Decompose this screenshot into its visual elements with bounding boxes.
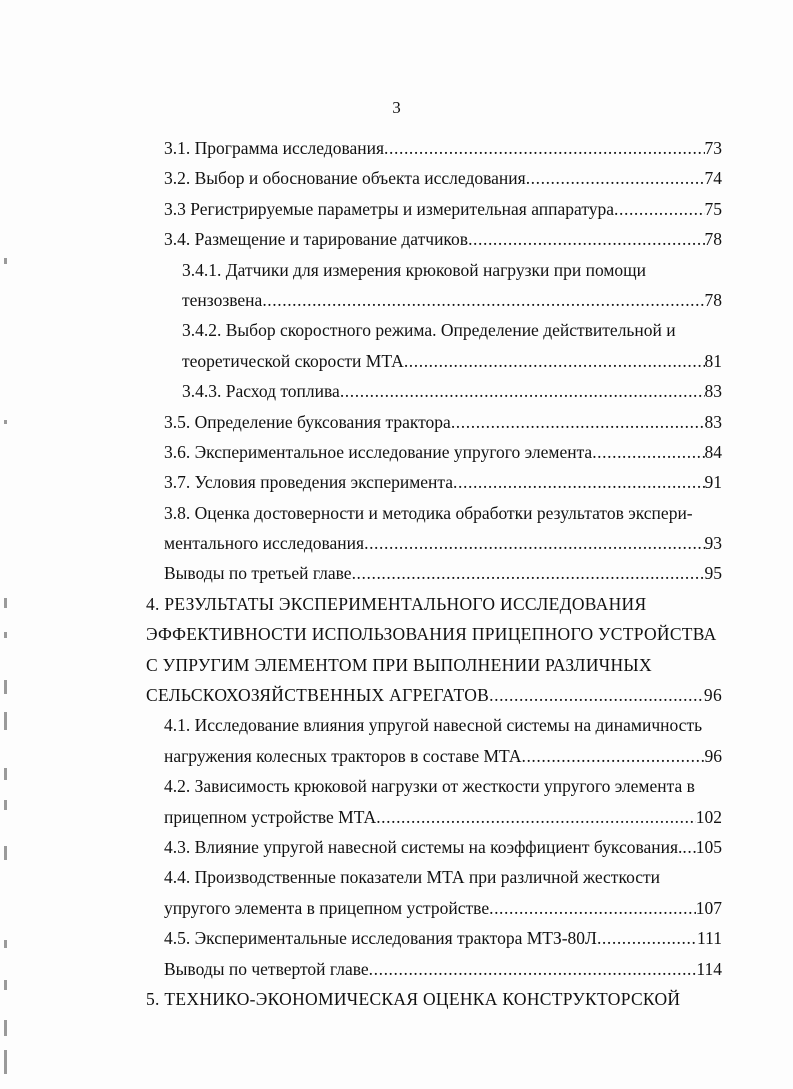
toc-entry-title: 3.2. Выбор и обоснование объекта исследования <box>164 168 526 189</box>
toc-entry-title: ЭФФЕКТИВНОСТИ ИСПОЛЬЗОВАНИЯ ПРИЦЕПНОГО УСТРОЙСТВА <box>146 624 717 645</box>
toc-entry-title: 3.8. Оценка достоверности и методика обработки результатов экспери- <box>164 502 693 523</box>
dot-leader <box>453 467 704 497</box>
toc-entry-title: 3.1. Программа исследования <box>164 138 385 158</box>
toc-entry-title: 3.4.3. Расход топлива <box>182 381 340 402</box>
toc-entry-page: 102 <box>695 806 722 827</box>
toc-entry <box>146 407 722 437</box>
toc-entry-page: 91 <box>704 472 722 493</box>
toc-entry-page: 81 <box>704 350 722 371</box>
toc-entry-page: 78 <box>704 289 722 310</box>
toc-entry-title: 3.4. Размещение и тарирование датчиков <box>164 229 469 250</box>
toc-entry-title: 3.7. Условия проведения эксперимента <box>164 472 454 493</box>
dot-leader <box>521 741 704 771</box>
toc-entry-page: 114 <box>696 958 722 979</box>
toc-entry <box>146 650 722 680</box>
toc-entry <box>146 163 722 193</box>
dot-leader <box>352 558 705 588</box>
toc-entry <box>146 255 722 285</box>
toc-entry-page: 111 <box>697 928 722 949</box>
toc-entry <box>146 528 722 558</box>
toc-entry-page: 96 <box>704 745 722 766</box>
toc-entry-title: теоретической скорости МТА <box>182 350 404 371</box>
toc-entry <box>146 315 722 345</box>
toc-entry <box>146 346 722 376</box>
toc-entry-title: 3.3 Регистрируемые параметры и измерительная аппаратура <box>164 198 615 219</box>
toc-entry <box>146 437 722 467</box>
table-of-contents <box>146 133 722 1014</box>
toc-entry <box>146 376 722 406</box>
toc-entry-page: 83 <box>704 411 722 432</box>
dot-leader <box>592 437 704 467</box>
dot-leader <box>384 133 704 163</box>
dot-leader <box>614 194 704 224</box>
toc-entry-title: 3.5. Определение буксования трактора <box>164 411 451 432</box>
toc-entry-title: 3.4.2. Выбор скоростного режима. Определение действительной и <box>182 320 676 341</box>
toc-entry-page: 78 <box>704 229 722 250</box>
dot-leader <box>451 407 705 437</box>
toc-entry <box>146 619 722 649</box>
dot-leader <box>682 832 695 862</box>
toc-entry-title: упругого элемента в прицепном устройстве <box>164 897 490 918</box>
dot-leader <box>489 680 704 710</box>
toc-entry-page: 74 <box>704 168 722 189</box>
toc-entry-title: 3.4.1. Датчики для измерения крюковой нагрузки при помощи <box>182 259 647 280</box>
toc-entry <box>146 498 722 528</box>
dot-leader <box>376 802 696 832</box>
toc-entry <box>146 680 722 710</box>
toc-entry <box>146 558 722 588</box>
toc-entry-title: 4.1. Исследование влияния упругой навесной системы на динамичность <box>164 715 703 736</box>
toc-entry-page: 84 <box>704 441 722 462</box>
toc-entry <box>146 285 722 315</box>
toc-entry <box>146 194 722 224</box>
toc-entry-title: 4. РЕЗУЛЬТАТЫ ЭКСПЕРИМЕНТАЛЬНОГО ИССЛЕДОВАНИЯ <box>146 593 647 614</box>
dot-leader <box>597 923 697 953</box>
scan-edge-marks <box>0 0 20 1089</box>
toc-entry-page: 96 <box>703 685 722 706</box>
toc-entry-page: 83 <box>704 381 722 402</box>
page-number: 3 <box>392 98 401 117</box>
toc-entry-page: 95 <box>704 563 722 584</box>
toc-entry <box>146 802 722 832</box>
toc-entry <box>146 589 722 619</box>
toc-entry <box>146 832 722 862</box>
toc-entry-title: ментального исследования <box>164 533 365 554</box>
toc-entry <box>146 224 722 254</box>
dot-leader <box>489 893 696 923</box>
toc-entry-title: тензозвена <box>182 289 263 310</box>
toc-entry-title: Выводы по третьей главе <box>164 563 352 584</box>
toc-entry-page: 75 <box>704 198 722 219</box>
toc-entry-page: 107 <box>695 897 722 918</box>
toc-entry-title: 4.3. Влияние упругой навесной системы на коэффициент буксования. <box>164 836 683 857</box>
dot-leader <box>340 376 705 406</box>
toc-entry-title: прицепном устройстве МТА <box>164 806 377 827</box>
toc-entry-title: 3.6. Экспериментальное исследование упругого элемента <box>164 441 593 462</box>
toc-entry-title: Выводы по четвертой главе <box>164 958 369 979</box>
toc-entry <box>146 862 722 892</box>
toc-entry-page: 93 <box>704 533 722 554</box>
toc-entry <box>146 133 722 163</box>
dot-leader <box>404 346 705 376</box>
dot-leader <box>526 163 705 193</box>
toc-entry-title: нагружения колесных тракторов в составе МТА <box>164 745 522 766</box>
toc-entry <box>146 771 722 801</box>
toc-entry-page: 73 <box>704 138 722 158</box>
toc-entry <box>146 467 722 497</box>
toc-entry <box>146 954 722 984</box>
dot-leader <box>364 528 704 558</box>
toc-entry-title: 5. ТЕХНИКО-ЭКОНОМИЧЕСКАЯ ОЦЕНКА КОНСТРУКТОРСКОЙ <box>146 988 681 1009</box>
dot-leader <box>369 954 697 984</box>
dot-leader <box>262 285 704 315</box>
toc-entry-title: 4.2. Зависимость крюковой нагрузки от жесткости упругого элемента в <box>164 776 695 797</box>
toc-entry-title: С УПРУГИМ ЭЛЕМЕНТОМ ПРИ ВЫПОЛНЕНИИ РАЗЛИЧНЫХ <box>146 654 652 675</box>
toc-entry <box>146 741 722 771</box>
toc-entry-title: СЕЛЬСКОХОЗЯЙСТВЕННЫХ АГРЕГАТОВ <box>146 685 490 706</box>
toc-entry-page: 105 <box>695 836 722 857</box>
toc-entry-title: 4.4. Производственные показатели МТА при различной жесткости <box>164 867 661 888</box>
toc-entry-title: 4.5. Экспериментальные исследования трактора МТЗ-80Л <box>164 928 597 949</box>
toc-entry <box>146 710 722 740</box>
toc-entry <box>146 984 722 1014</box>
dot-leader <box>468 224 704 254</box>
toc-entry <box>146 893 722 923</box>
toc-entry <box>146 923 722 953</box>
